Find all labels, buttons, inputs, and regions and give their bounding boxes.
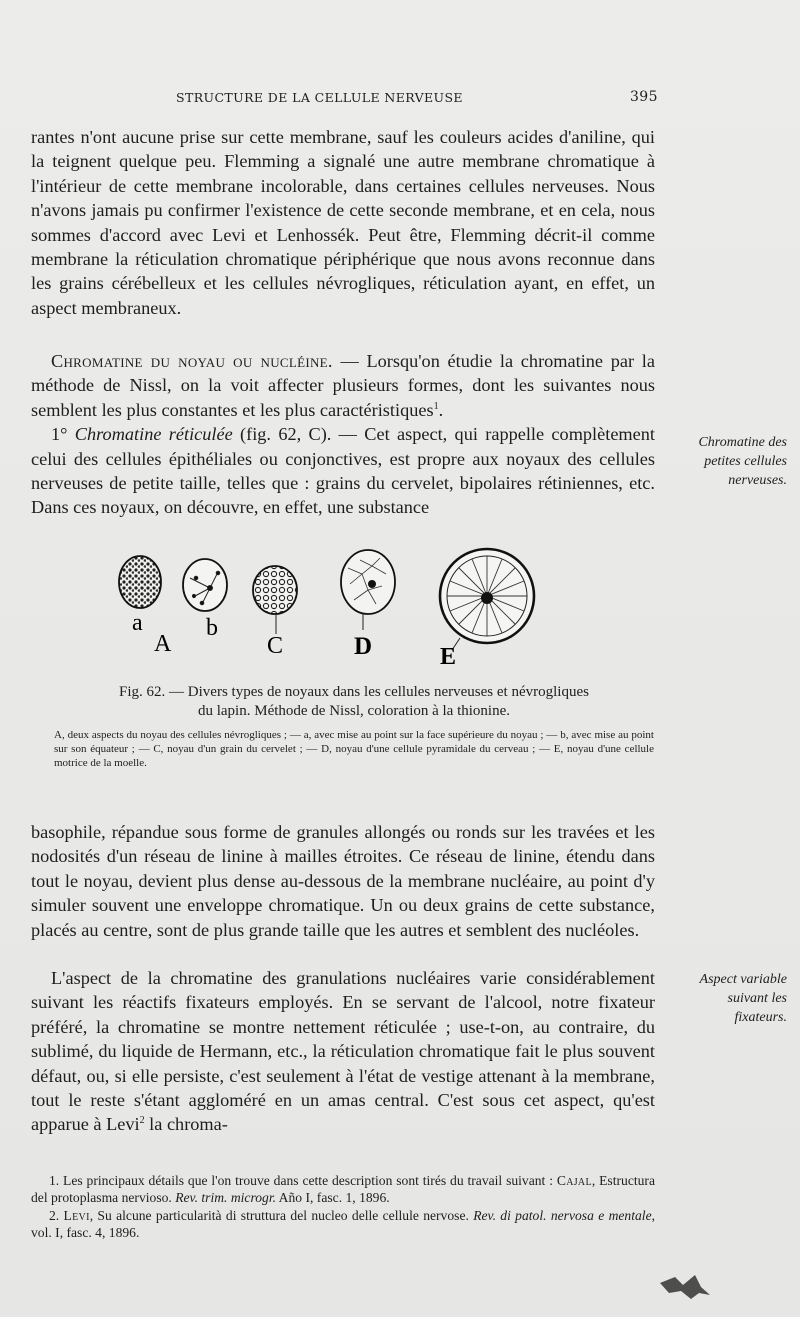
item-heading: Chromatine réticulée: [74, 424, 233, 445]
paragraph-text: — Cet aspect, qui rappelle complètement celui des cellules épithéliales ou conjonctives, est propre aux noyaux des cellules nerveuses de petite taille, telles que : grains du cervelet, bipolaires rétiniennes, etc. Dans ces noyaux, on découvre, en effet, une substance: [31, 424, 655, 518]
paragraph-text: — Lorsqu'on étudie la chromatine par la méthode de Nissl, on la voit affecter plusieurs formes, dont les suivantes nous semblent les plus constantes et les plus caractéristiques: [31, 351, 655, 420]
footnote-ref-2[interactable]: 2: [139, 1115, 145, 1127]
figure-label-A: A: [154, 631, 172, 657]
paragraph-text: L'aspect de la chromatine des granulations nucléaires varie considérablement suivant les réactifs fixateurs employés. En se servant de l'alcool, notre fixateur préféré, la chromatine se montre nettement réticulée ; use-t-on, au contraire, du sublimé, du liquide de Hermann, etc., la réticulation chromatique fait le plus souvent défaut, ou, si elle persiste, c'est seulement à l'état de vestige attenant à la membrane, tout le reste s'étant aggloméré en un amas central. C'est sous cet aspect, qu'est apparue à Levi: [31, 968, 655, 1135]
item-number: 1°: [51, 424, 75, 445]
nucleus-A-a: [119, 556, 161, 608]
nucleus-E-nucleolus: [481, 592, 493, 604]
paragraph-membrane: rantes n'ont aucune prise sur cette membrane, sauf les couleurs acides d'aniline, qui la teignent quelque peu. Flemming a signalé une autre membrane chromatique à l'intérieur de cette membrane incolorable, dans certaines cellules nerveuses. Nous n'avons jamais pu confirmer l'existence de cette seconde membrane, et en cela, nous sommes d'accord avec Levi et Lenhossék. Peut être, Flemming décrit-il comme membrane la réticulation chromatique périphérique que nous avons reconnue dans les grains cérébelleux et les cellules névrogliques, réticulation ayant, en effet, un aspect membraneux.: [31, 127, 655, 318]
paragraph-fixateurs: [31, 966, 655, 1137]
ink-blot: [655, 1265, 715, 1305]
footnote-1-journal: Rev. trim. microgr.: [175, 1190, 277, 1206]
page-number: 395: [630, 89, 658, 105]
figure-label-b: b: [206, 615, 218, 641]
footnotes: [31, 1172, 655, 1242]
figure-label-D: D: [354, 633, 373, 660]
footnote-2-number: 2.: [49, 1207, 64, 1223]
running-title: STRUCTURE DE LA CELLULE NERVEUSE: [176, 90, 463, 105]
nucleus-D-nucleolus: [368, 580, 376, 588]
footnote-1-text: 1. Les principaux détails que l'on trouve dans cette description sont tirés du travail suivant :: [49, 1173, 557, 1188]
nucleus-C: [253, 566, 297, 614]
footnote-2-author: Levi: [63, 1207, 90, 1223]
footnote-1-author: Cajal: [556, 1173, 592, 1188]
figure-reference[interactable]: (fig. 62, C).: [232, 424, 332, 445]
figure-label-E: E: [440, 644, 457, 668]
margin-note-chromatine: Chromatine des petites cellules nerveuses.: [698, 435, 787, 488]
page-header: [0, 88, 800, 108]
paragraph-end: la chroma-: [144, 1114, 228, 1135]
figure-legend: A, deux aspects du noyau des cellules névrogliques ; — a, avec mise au point sur la face supérieure du noyau ; — b, avec mise au point sur son équateur ; — C, noyau d'un grain du cervelet ; — D, noyau d'une cellule pyramidale du cerveau ; — E, noyau d'une cellule motrice de la moelle.: [54, 729, 654, 769]
paragraph-chromatine-intro: [31, 349, 655, 422]
footnote-ref-1[interactable]: 1: [433, 400, 439, 412]
footnote-1: [31, 1172, 655, 1207]
footnote-2: [31, 1207, 655, 1242]
figure-label-a: a: [132, 610, 143, 636]
chromatin-section: [31, 349, 655, 520]
figure-62: [110, 538, 550, 668]
paragraph-basophile: basophile, répandue sous forme de granules allongés ou ronds sur les travées et les nodosités d'un réseau de linine à mailles étroites. Ce réseau de linine, étendu dans tout le noyau, devient plus dense au-dessous de la membrane nucléaire, au point d'y simuler souvent une enveloppe chromatique. Un ou deux grains de cette substance, placés au centre, sont de plus grande taille que les autres et semblent des nucléoles.: [31, 822, 655, 940]
figure-62-drawing: [110, 538, 550, 668]
paragraph-end: .: [438, 399, 444, 420]
figure-caption-line2: du lapin. Méthode de Nissl, coloration à la thionine.: [197, 703, 511, 719]
figure-caption-line1: Fig. 62. — Divers types de noyaux dans les cellules nerveuses et névrogliques: [119, 684, 589, 700]
footnote-2-title: , Su alcune particularità di struttura del nucleo delle cellule nervose.: [89, 1207, 474, 1223]
figure-caption: [54, 683, 654, 721]
section-heading: Chromatine du noyau ou nucléine.: [51, 351, 333, 371]
footnote-2-journal: Rev. di patol. nervosa e mentale: [473, 1207, 652, 1223]
paragraph-chromatine-reticulee: [31, 422, 655, 520]
footnote-2-rest: , vol. I, fasc. 4, 1896.: [31, 1207, 656, 1241]
figure-label-C: C: [267, 633, 284, 659]
nucleus-D: [341, 550, 395, 614]
margin-note-fixateurs: Aspect variable suivant les fixateurs.: [699, 972, 787, 1025]
footnote-1-title: , Estructura del protoplasma nervioso.: [31, 1173, 655, 1206]
footnote-1-rest: Año I, fasc. 1, 1896.: [276, 1190, 390, 1206]
